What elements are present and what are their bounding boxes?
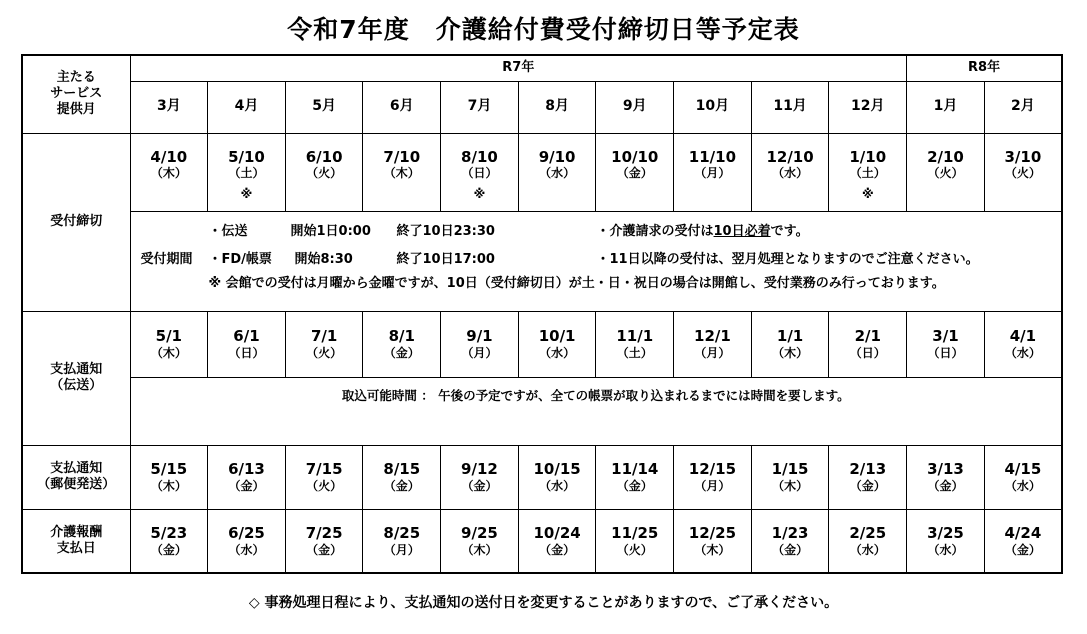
- deadline-info-box: [130, 211, 1062, 311]
- date-value: 3/13: [927, 460, 964, 479]
- transmit-end: 終了10日23:30: [396, 224, 495, 239]
- day-of-week: （金）: [849, 478, 886, 493]
- day-of-week: （木）: [383, 166, 420, 181]
- date-value: 9/1: [466, 327, 493, 346]
- day-of-week: （金）: [306, 542, 343, 557]
- date-cell: [518, 311, 596, 377]
- date-cell: [829, 311, 907, 377]
- date-cell: [751, 133, 829, 211]
- date-cell: [674, 509, 752, 573]
- month-header: 8月: [518, 81, 596, 133]
- footer-note: ◇ 事務処理日程により、支払通知の送付日を変更することがありますので、ご了承ください。: [248, 595, 839, 611]
- date-cell: [907, 509, 985, 573]
- date-cell: [285, 133, 363, 211]
- month-header: 1月: [907, 81, 985, 133]
- fd-end: 終了10日17:00: [396, 252, 495, 267]
- holiday-mark: [752, 187, 829, 202]
- day-of-week: （水）: [228, 542, 265, 557]
- date-cell: [829, 509, 907, 573]
- date-value: 3/10: [1004, 147, 1042, 166]
- date-value: 2/10: [927, 147, 964, 166]
- day-of-week: （金）: [927, 478, 964, 493]
- date-cell: [596, 445, 674, 509]
- day-of-week: （水）: [1004, 478, 1041, 493]
- day-of-week: （月）: [694, 478, 731, 493]
- date-cell: [441, 133, 519, 211]
- holiday-mark: [674, 187, 751, 202]
- date-cell: [674, 133, 752, 211]
- day-of-week: （木）: [694, 542, 731, 557]
- date-value: 8/10: [461, 147, 498, 166]
- row-header-label: 主たる サービス 提供月: [22, 55, 130, 133]
- day-of-week: （月）: [694, 345, 731, 360]
- day-of-week: （火）: [927, 166, 964, 181]
- holiday-mark: [363, 187, 440, 202]
- date-cell: [208, 445, 286, 509]
- date-cell: [285, 509, 363, 573]
- date-value: 11/25: [611, 523, 659, 542]
- date-value: 12/15: [688, 460, 737, 479]
- month-header: 5月: [285, 81, 363, 133]
- day-of-week: （日）: [228, 345, 265, 360]
- page-title: 令和7年度 介護給付費受付締切日等予定表: [287, 15, 800, 44]
- day-of-week: （金）: [383, 345, 420, 360]
- day-of-week: （金）: [616, 478, 653, 493]
- date-cell: [829, 445, 907, 509]
- date-cell: [984, 133, 1062, 211]
- month-header: 4月: [208, 81, 286, 133]
- date-value: 2/13: [849, 460, 887, 479]
- day-of-week: （木）: [150, 478, 187, 493]
- month-header: 2月: [984, 81, 1062, 133]
- transmit-label: ・伝送: [208, 224, 248, 239]
- holiday-mark: ※: [240, 187, 253, 202]
- date-value: 5/1: [155, 327, 182, 346]
- date-value: 8/1: [388, 327, 415, 346]
- day-of-week: （日）: [927, 345, 964, 360]
- date-cell: [518, 133, 596, 211]
- month-header: 11月: [751, 81, 829, 133]
- date-cell: [984, 509, 1062, 573]
- date-value: 6/13: [228, 460, 265, 479]
- holiday-mark: [985, 187, 1061, 202]
- date-cell: [674, 311, 752, 377]
- schedule-table: [21, 54, 1063, 574]
- day-of-week: （土）: [616, 345, 653, 360]
- date-value: 5/23: [150, 523, 188, 542]
- date-value: 6/25: [228, 523, 265, 542]
- day-of-week: （日）: [461, 166, 498, 181]
- fd-label: ・FD/帳票: [208, 252, 272, 267]
- date-cell: [208, 509, 286, 573]
- year-r8-header: R8年: [907, 55, 1062, 81]
- month-header: 12月: [829, 81, 907, 133]
- date-value: 1/1: [776, 327, 804, 346]
- date-value: 11/1: [616, 327, 654, 346]
- date-cell: [984, 311, 1062, 377]
- date-cell: [285, 311, 363, 377]
- holiday-mark: [286, 187, 363, 202]
- fd-start: 開始8:30: [294, 252, 353, 267]
- day-of-week: （火）: [1004, 166, 1041, 181]
- date-cell: [363, 509, 441, 573]
- date-value: 6/1: [233, 327, 260, 346]
- date-value: 4/24: [1004, 523, 1042, 542]
- date-value: 7/10: [383, 147, 421, 166]
- date-cell: [130, 509, 208, 573]
- day-of-week: （水）: [772, 166, 809, 181]
- date-cell: [441, 311, 519, 377]
- date-value: 10/24: [533, 523, 581, 542]
- date-value: 11/14: [611, 460, 659, 479]
- day-of-week: （火）: [306, 166, 343, 181]
- day-of-week: （金）: [616, 166, 653, 181]
- day-of-week: （金）: [461, 478, 498, 493]
- date-value: 9/12: [461, 460, 498, 479]
- date-value: 1/10: [849, 147, 887, 166]
- holiday-mark: ※: [473, 187, 486, 202]
- day-of-week: （水）: [539, 478, 576, 493]
- date-value: 1/23: [771, 523, 809, 542]
- day-of-week: （月）: [383, 542, 420, 557]
- month-header: 10月: [674, 81, 752, 133]
- holiday-mark: [131, 187, 208, 202]
- day-of-week: （火）: [306, 478, 343, 493]
- day-of-week: （水）: [1004, 345, 1041, 360]
- date-cell: [130, 133, 208, 211]
- date-cell: [829, 133, 907, 211]
- month-header: 6月: [363, 81, 441, 133]
- availability-note: 取込可能時間 ： 午後の予定ですが、全ての帳票が取り込まれるまでには時間を要します。: [130, 377, 1062, 445]
- day-of-week: （水）: [927, 542, 964, 557]
- holiday-mark: [519, 187, 596, 202]
- day-of-week: （水）: [539, 166, 576, 181]
- day-of-week: （水）: [849, 542, 886, 557]
- day-of-week: （金）: [1004, 542, 1041, 557]
- day-of-week: （土）: [228, 166, 265, 181]
- deadline-label: 受付締切: [22, 133, 130, 311]
- notice-required-arrival: ・介護請求の受付は10日必着です。: [596, 224, 809, 239]
- payment-day-label: 介護報酬 支払日: [22, 509, 130, 573]
- day-of-week: （水）: [539, 345, 576, 360]
- date-value: 9/10: [538, 147, 576, 166]
- day-of-week: （金）: [772, 542, 809, 557]
- day-of-week: （木）: [772, 478, 809, 493]
- date-value: 10/10: [611, 147, 659, 166]
- notice-next-month: ・11日以降の受付は、翌月処理となりますのでご注意ください。: [596, 252, 979, 267]
- date-cell: [208, 133, 286, 211]
- day-of-week: （火）: [306, 345, 343, 360]
- date-value: 8/25: [383, 523, 421, 542]
- day-of-week: （金）: [228, 478, 265, 493]
- date-cell: [984, 445, 1062, 509]
- holiday-mark: ※: [861, 187, 874, 202]
- date-cell: [907, 133, 985, 211]
- date-value: 9/25: [461, 523, 498, 542]
- date-cell: [518, 445, 596, 509]
- month-header: 3月: [130, 81, 208, 133]
- transmit-start: 開始1日0:00: [290, 224, 371, 239]
- day-of-week: （火）: [616, 542, 653, 557]
- day-of-week: （木）: [150, 345, 187, 360]
- period-label: 受付期間: [140, 252, 193, 267]
- date-cell: [596, 133, 674, 211]
- day-of-week: （金）: [539, 542, 576, 557]
- date-value: 4/1: [1009, 327, 1037, 346]
- day-of-week: （土）: [849, 166, 886, 181]
- date-cell: [130, 311, 208, 377]
- day-of-week: （月）: [694, 166, 731, 181]
- date-value: 10/15: [533, 460, 581, 479]
- date-value: 2/1: [854, 327, 881, 346]
- date-value: 8/15: [383, 460, 421, 479]
- date-value: 5/15: [150, 460, 188, 479]
- date-value: 12/1: [694, 327, 731, 346]
- day-of-week: （月）: [461, 345, 498, 360]
- date-value: 4/10: [150, 147, 188, 166]
- date-cell: [285, 445, 363, 509]
- date-value: 10/1: [538, 327, 576, 346]
- date-cell: [363, 445, 441, 509]
- date-value: 1/15: [771, 460, 809, 479]
- day-of-week: （木）: [461, 542, 498, 557]
- day-of-week: （金）: [383, 478, 420, 493]
- date-value: 4/15: [1004, 460, 1042, 479]
- year-r7-header: R7年: [130, 55, 907, 81]
- date-cell: [596, 311, 674, 377]
- date-cell: [130, 445, 208, 509]
- date-cell: [208, 311, 286, 377]
- date-value: 7/1: [310, 327, 338, 346]
- date-cell: [363, 311, 441, 377]
- holiday-mark: [596, 187, 673, 202]
- date-value: 11/10: [688, 147, 737, 166]
- payment-notice-mail-label: 支払通知 （郵便発送）: [22, 445, 130, 509]
- date-value: 3/1: [932, 327, 959, 346]
- date-value: 12/25: [688, 523, 737, 542]
- date-cell: [441, 445, 519, 509]
- day-of-week: （木）: [150, 166, 187, 181]
- day-of-week: （木）: [772, 345, 809, 360]
- date-cell: [518, 509, 596, 573]
- notice-holiday: ※ 会館での受付は月曜から金曜ですが、10日（受付締切日）が土・日・祝日の場合は開館し、受付業務のみ行っております。: [208, 276, 945, 291]
- date-cell: [596, 509, 674, 573]
- date-cell: [674, 445, 752, 509]
- date-cell: [363, 133, 441, 211]
- date-cell: [907, 445, 985, 509]
- date-cell: [751, 311, 829, 377]
- date-value: 12/10: [766, 147, 814, 166]
- date-cell: [907, 311, 985, 377]
- month-header: 7月: [441, 81, 519, 133]
- date-value: 3/25: [927, 523, 964, 542]
- date-value: 6/10: [305, 147, 343, 166]
- day-of-week: （金）: [150, 542, 187, 557]
- date-value: 7/25: [305, 523, 343, 542]
- date-cell: [751, 445, 829, 509]
- payment-notice-transmit-label: 支払通知 （伝送）: [22, 311, 130, 445]
- holiday-mark: [907, 187, 984, 202]
- day-of-week: （日）: [849, 345, 886, 360]
- date-value: 7/15: [305, 460, 343, 479]
- date-cell: [751, 509, 829, 573]
- date-value: 2/25: [849, 523, 887, 542]
- month-header: 9月: [596, 81, 674, 133]
- date-value: 5/10: [228, 147, 265, 166]
- date-cell: [441, 509, 519, 573]
